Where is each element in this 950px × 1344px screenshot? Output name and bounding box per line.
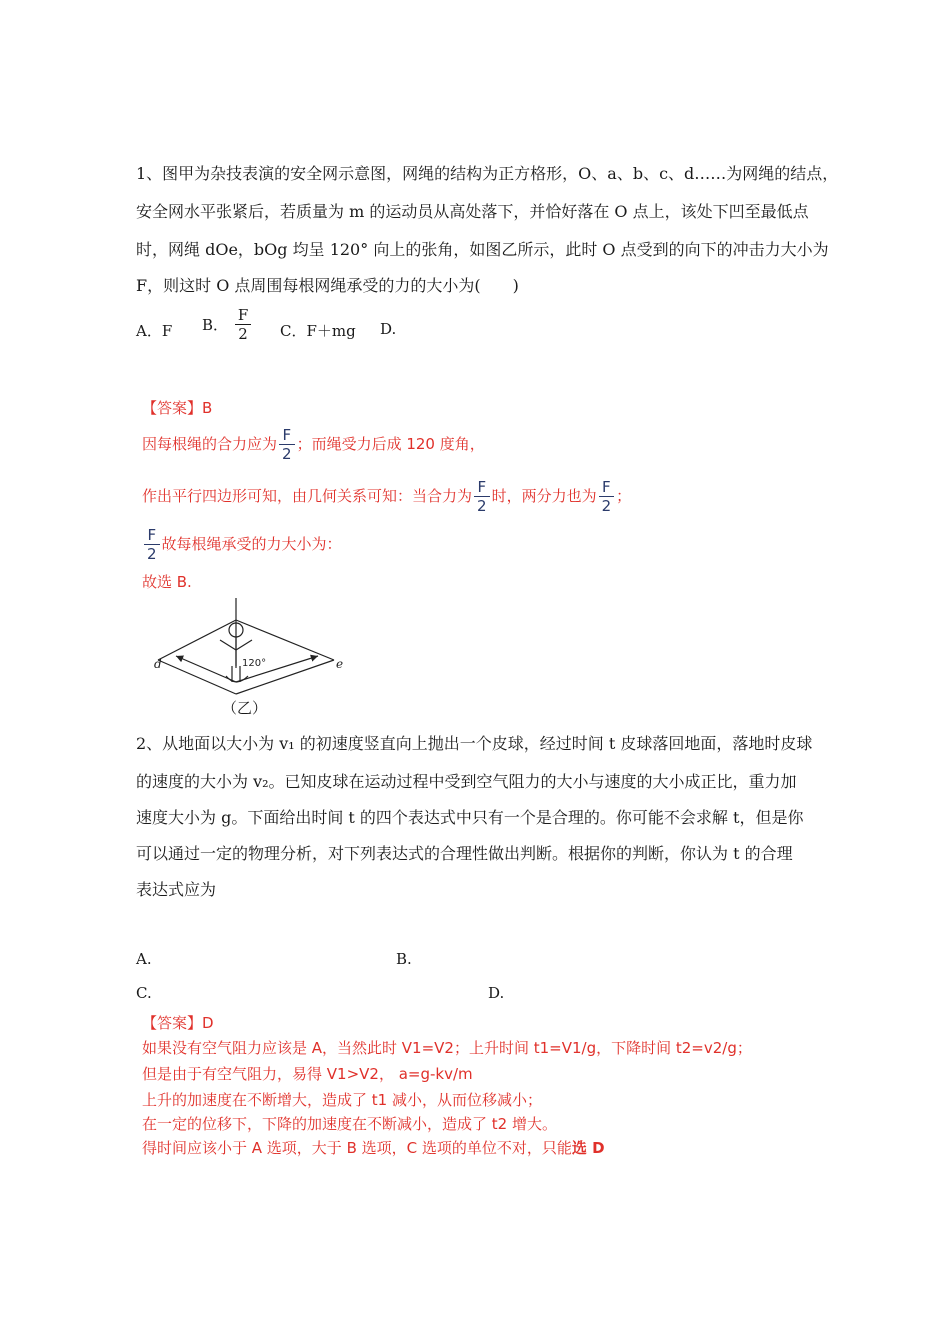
angle-label: 120° (242, 658, 267, 669)
a1-line-2 (142, 478, 631, 515)
a1-line-2-text-a: 作出平行四边形可知，由几何关系可知：当合力为 (142, 487, 473, 505)
figure-caption: （乙） (222, 699, 268, 717)
q2-line-4: 可以通过一定的物理分析，对下列表达式的合理性做出判断。根据你的判断，你认为 t 的合理 (136, 844, 793, 863)
fraction-numerator: F (474, 478, 490, 497)
fraction-denominator: 2 (282, 445, 292, 463)
a2-line-4: 在一定的位移下，下降的加速度在不断减小，造成了 t2 增大。 (142, 1115, 557, 1133)
a2-line-5-text: 得时间应该小于 A 选项，大于 B 选项，C 选项的单位不对，只能 (142, 1139, 572, 1157)
a1-line-2-text-c: ； (616, 487, 632, 505)
fraction-numerator: F (599, 478, 615, 497)
a1-fraction-2 (474, 478, 490, 515)
q2-line-1: 2、从地面以大小为 v₁ 的初速度竖直向上抛出一个皮球，经过时间 t 皮球落回地面，落地时皮球 (136, 734, 813, 753)
q1-line-1: 1、图甲为杂技表演的安全网示意图，网绳的结构为正方格形，O、a、b、c、d……为网绳的结点， (136, 164, 839, 183)
a1-answer: 【答案】B (142, 399, 213, 417)
a2-line-3: 上升的加速度在不断增大，造成了 t1 减小，从而位移减小； (142, 1091, 542, 1109)
q1-option-b-fraction (235, 306, 251, 343)
a2-line-2: 但是由于有空气阻力，易得 V1>V2， a=g-kv/m (142, 1065, 473, 1083)
a2-line-5 (142, 1136, 605, 1160)
a1-line-4: 故选 B. (142, 573, 192, 591)
fraction-denominator: 2 (238, 325, 248, 343)
q1-line-4: F，则这时 O 点周围每根网绳承受的力的大小为( ) (136, 276, 519, 295)
a1-line-2-text-b: 时，两分力也为 (491, 487, 597, 505)
q2-option-a: A. (136, 950, 152, 968)
q2-option-c: C. (136, 984, 152, 1002)
fraction-denominator: 2 (601, 497, 612, 515)
a1-fraction-4 (144, 526, 160, 563)
a1-fraction-3 (599, 478, 615, 515)
rope-d-upper (158, 620, 236, 660)
force-arrow-left (176, 656, 236, 682)
q2-option-d: D. (488, 984, 505, 1002)
q2-option-b: B. (396, 950, 412, 968)
fraction-numerator: F (279, 426, 295, 445)
label-d: d (154, 657, 162, 671)
a1-line-1-text-b: ；而绳受力后成 120 度角， (296, 435, 485, 453)
fraction-denominator: 2 (477, 497, 487, 515)
q2-line-5: 表达式应为 (136, 880, 217, 899)
a2-answer: 【答案】D (142, 1014, 214, 1032)
q1-option-d: D. (380, 320, 397, 338)
q1-option-a: A．F (136, 322, 173, 340)
fraction-numerator: F (144, 526, 160, 545)
q2-line-2: 的速度的大小为 v₂。已知皮球在运动过程中受到空气阻力的大小与速度的大小成正比，重力加 (136, 772, 797, 791)
fraction-numerator: F (235, 306, 251, 325)
q1-line-2: 安全网水平张紧后，若质量为 m 的运动员从高处落下，并恰好落在 O 点上，该处下凹至最低点 (136, 202, 809, 221)
a1-line-1-text-a: 因每根绳的合力应为 (142, 435, 278, 453)
q1-option-c: C．F＋mg (280, 322, 356, 340)
q1-option-b (202, 306, 253, 343)
q1-option-b-label: B． (202, 316, 229, 334)
fraction-denominator: 2 (147, 545, 157, 563)
a1-fraction-1 (279, 426, 295, 463)
a1-line-1 (142, 426, 485, 463)
a1-line-3 (142, 526, 342, 563)
a2-final-choice: 选 D (571, 1139, 605, 1157)
q1-line-3: 时，网绳 dOe，bOg 均呈 120° 向上的张角，如图乙所示，此时 O 点受到的向下的冲击力大小为 (136, 240, 829, 259)
label-e: e (336, 657, 344, 671)
a2-line-1: 如果没有空气阻力应该是 A，当然此时 V1=V2；上升时间 t1=V1/g，下降时间 t2=v2/g； (142, 1039, 752, 1057)
q2-line-3: 速度大小为 g。下面给出时间 t 的四个表达式中只有一个是合理的。你可能不会求解 t，但是你 (136, 808, 804, 827)
a1-line-3-text: 故每根绳承受的力大小为： (161, 535, 342, 553)
